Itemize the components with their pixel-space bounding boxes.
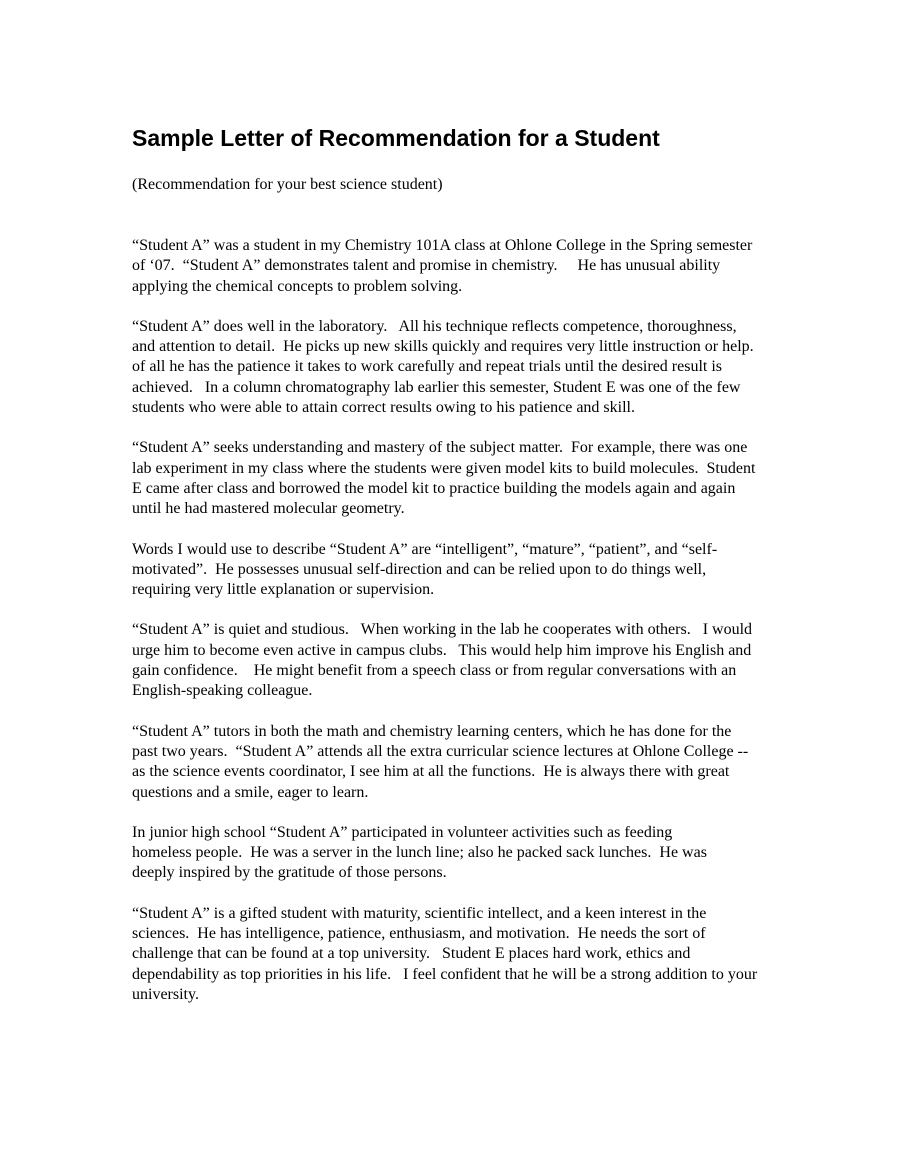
paragraph-line: university. bbox=[132, 985, 199, 1003]
paragraph-line: “Student A” is quiet and studious. When working in the lab he cooperates with others. I would bbox=[132, 621, 753, 639]
paragraph-line: “Student A” does well in the laboratory. All his technique reflects competence, thoroughness, bbox=[132, 317, 737, 335]
paragraph-line: requiring very little explanation or supervision. bbox=[132, 581, 435, 599]
paragraph-line: motivated”. He possesses unusual self-direction and can be relied upon to do things well, bbox=[132, 560, 707, 578]
paragraph-line: gain confidence. He might benefit from a speech class or from regular conversations with an bbox=[132, 662, 737, 680]
paragraph-line: achieved. In a column chromatography lab earlier this semester, Student E was one of the few bbox=[132, 378, 741, 396]
paragraph-line: “Student A” was a student in my Chemistry 101A class at Ohlone College in the Spring semester bbox=[132, 237, 753, 254]
paragraph-line: past two years. “Student A” attends all the extra curricular science lectures at Ohlone College -- bbox=[132, 742, 749, 760]
letter-paragraph bbox=[132, 904, 832, 1005]
letter-paragraph bbox=[132, 620, 832, 701]
paragraph-line: Words I would use to describe “Student A” are “intelligent”, “mature”, “patient”, and “self- bbox=[132, 540, 718, 558]
paragraph-line: as the science events coordinator, I see him at all the functions. He is always there with great bbox=[132, 763, 730, 781]
paragraph-line: of all he has the patience it takes to work carefully and repeat trials until the desired result is bbox=[132, 358, 723, 376]
paragraph-line: sciences. He has intelligence, patience, enthusiasm, and motivation. He needs the sort of bbox=[132, 925, 706, 943]
paragraph-line: urge him to become even active in campus clubs. This would help him improve his English and bbox=[132, 641, 752, 659]
paragraph-line: until he had mastered molecular geometry. bbox=[132, 500, 405, 518]
paragraph-line: of ‘07. “Student A” demonstrates talent and promise in chemistry. He has unusual ability bbox=[132, 257, 721, 275]
letter-paragraph bbox=[132, 317, 832, 418]
paragraph-line: E came after class and borrowed the model kit to practice building the models again and again bbox=[132, 479, 736, 497]
paragraph-line: English-speaking colleague. bbox=[132, 682, 313, 700]
paragraph-line: “Student A” is a gifted student with maturity, scientific intellect, and a keen interest in the bbox=[132, 904, 707, 922]
paragraph-line: dependability as top priorities in his life. I feel confident that he will be a strong addition to your bbox=[132, 965, 758, 983]
letter-paragraph bbox=[132, 540, 832, 601]
paragraph-line: deeply inspired by the gratitude of those persons. bbox=[132, 864, 447, 882]
letter-paragraph bbox=[132, 823, 832, 884]
paragraph-line: lab experiment in my class where the students were given model kits to build molecules. Student bbox=[132, 459, 756, 477]
paragraph-line: students who were able to attain correct results owing to his patience and skill. bbox=[132, 399, 635, 417]
page-title: Sample Letter of Recommendation for a Student bbox=[132, 125, 660, 151]
paragraph-line: questions and a smile, eager to learn. bbox=[132, 783, 369, 801]
paragraph-line: and attention to detail. He picks up new skills quickly and requires very little instruction or help. bbox=[132, 338, 754, 356]
paragraph-line: In junior high school “Student A” participated in volunteer activities such as feeding bbox=[132, 823, 673, 841]
paragraph-line: “Student A” seeks understanding and mastery of the subject matter. For example, there was one bbox=[132, 439, 748, 457]
letter-paragraph bbox=[132, 722, 832, 803]
paragraph-line: “Student A” tutors in both the math and chemistry learning centers, which he has done for the bbox=[132, 722, 732, 740]
paragraph-line: applying the chemical concepts to problem solving. bbox=[132, 277, 463, 295]
page-subtitle: (Recommendation for your best science student) bbox=[132, 176, 443, 193]
paragraph-line: challenge that can be found at a top university. Student E places hard work, ethics and bbox=[132, 945, 691, 963]
letter-paragraph bbox=[132, 438, 832, 519]
paragraph-line: homeless people. He was a server in the lunch line; also he packed sack lunches. He was bbox=[132, 844, 707, 862]
letter-paragraph bbox=[132, 236, 832, 297]
letter-body bbox=[132, 236, 832, 1025]
